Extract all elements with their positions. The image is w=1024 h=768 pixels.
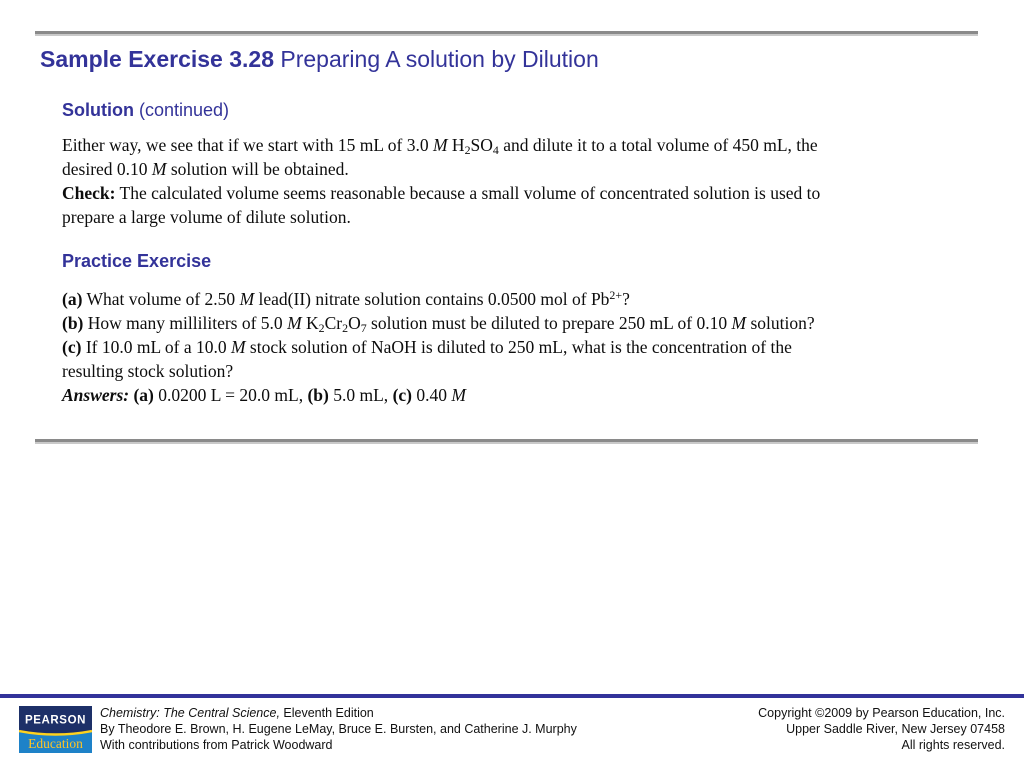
- top-divider-rule: [35, 31, 978, 36]
- footer-copyright: [758, 705, 1005, 753]
- practice-item-b: (b) How many milliliters of 5.0 M $K_2Cr_2O_7$ solution must be diluted to prepare 250 mL of 0.10 M solution?: [62, 313, 815, 336]
- practice-item-c: (c) If 10.0 mL of a 10.0 M stock solution of NaOH is diluted to 250 mL, what is the concentration of the: [62, 337, 792, 357]
- solution-heading-note: (continued): [133, 100, 230, 120]
- slide-title-text: Preparing A solution by Dilution: [274, 46, 599, 72]
- footer-credits: [100, 705, 577, 753]
- pearson-education-logo: [19, 706, 92, 753]
- footer-contributors-line: With contributions from Patrick Woodward: [100, 738, 333, 752]
- footer-authors-line: By Theodore E. Brown, H. Eugene LeMay, Bruce E. Bursten, and Catherine J. Murphy: [100, 722, 577, 736]
- practice-item-c-cont: resulting stock solution?: [62, 361, 234, 381]
- solution-heading: [62, 100, 229, 121]
- footer-book-title-line: Chemistry: The Central Science, Eleventh Edition: [100, 706, 374, 720]
- footer-divider-rule: [0, 694, 1024, 698]
- solution-check-line: Check: The calculated volume seems reasonable because a small volume of concentrated solution is used to: [62, 183, 821, 203]
- practice-item-a: (a) What volume of 2.50 M lead(II) nitrate solution contains 0.0500 mol of $Pb^{2+}$?: [62, 288, 630, 309]
- solution-line: desired 0.10 M solution will be obtained.: [62, 159, 349, 179]
- solution-check-line: prepare a large volume of dilute solution.: [62, 207, 351, 227]
- bottom-divider-rule: [35, 439, 978, 444]
- logo-word-education: Education: [28, 736, 83, 751]
- footer-address-line: Upper Saddle River, New Jersey 07458: [786, 722, 1005, 736]
- practice-exercise-heading: Practice Exercise: [62, 251, 212, 271]
- slide-title: [40, 46, 599, 73]
- solution-heading-bold: Solution: [62, 100, 134, 120]
- solution-line: Either way, we see that if we start with 15 mL of 3.0 M $H_2SO_4$ and dilute it to a total volume of 450 mL, the: [62, 135, 818, 158]
- footer-copyright-line: Copyright ©2009 by Pearson Education, Inc.: [758, 706, 1005, 720]
- footer-rights-line: All rights reserved.: [901, 738, 1005, 752]
- solution-body: [62, 133, 820, 229]
- practice-answers: Answers: (a) 0.0200 L = 20.0 mL, (b) 5.0 mL, (c) 0.40 M: [62, 385, 466, 405]
- slide-title-number: Sample Exercise 3.28: [40, 46, 274, 72]
- logo-word-pearson: PEARSON: [24, 714, 87, 727]
- practice-exercise-body: [62, 287, 815, 407]
